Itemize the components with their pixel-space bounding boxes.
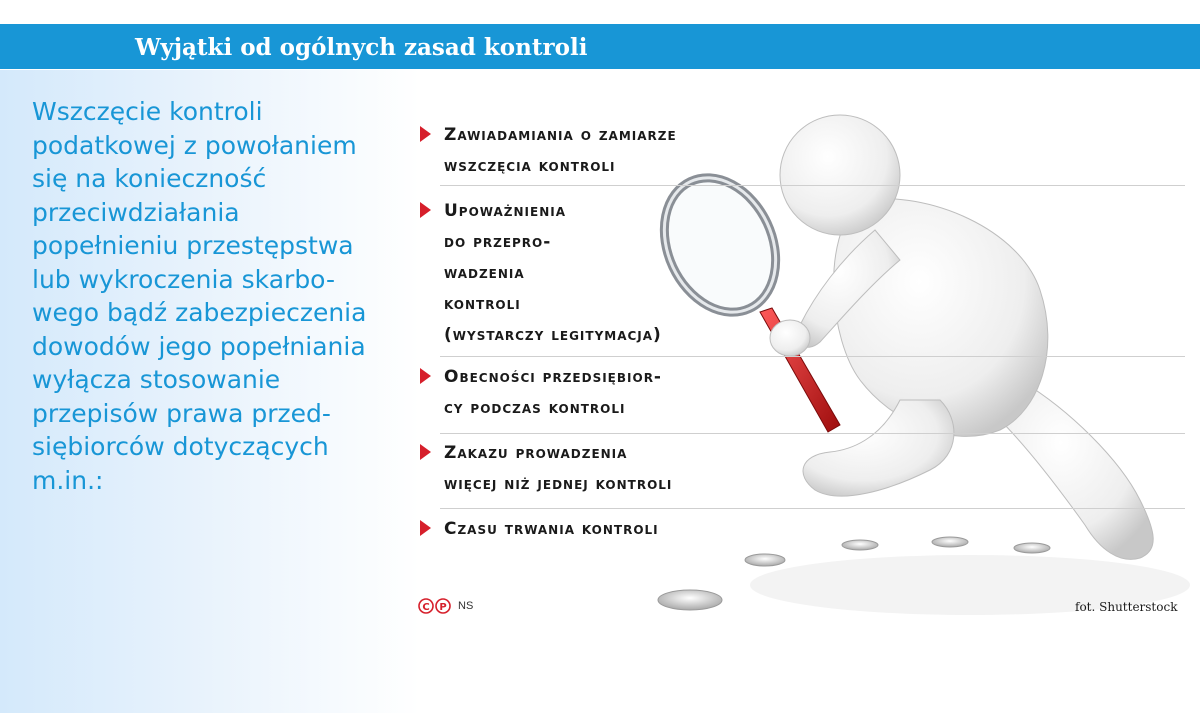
magnifier-figure-illustration <box>600 80 1200 640</box>
separator <box>440 508 1185 509</box>
cp-logo-icon <box>418 598 452 614</box>
intro-line: wyłącza stosowanie <box>32 365 281 394</box>
exception-line: Czasu trwania kontroli <box>444 519 659 539</box>
bullet-arrow-icon <box>418 518 434 538</box>
exception-line: Zawiadamiania o zamiarze <box>444 125 677 145</box>
bullet-arrow-icon <box>418 366 434 386</box>
photo-credit: fot. Shutterstock <box>1075 600 1178 614</box>
intro-line: popełnieniu przestępstwa <box>32 231 354 260</box>
separator <box>440 185 1185 186</box>
page-title: Wyjątki od ogólnych zasad kontroli <box>135 34 588 61</box>
separator <box>440 433 1185 434</box>
intro-line: lub wykroczenia skarbo- <box>32 264 335 294</box>
exception-line: Zakazu prowadzenia <box>444 443 628 463</box>
intro-line: przepisów prawa przed- <box>32 398 331 428</box>
bullet-arrow-icon <box>418 200 434 220</box>
bullet-arrow-icon <box>418 442 434 462</box>
exception-line: kontroli <box>444 294 521 314</box>
intro-line: siębiorców dotyczących <box>32 432 329 461</box>
exception-line: do przepro- <box>444 232 552 252</box>
intro-line: Wszczęcie kontroli <box>32 97 263 126</box>
author-initials: NS <box>458 600 474 612</box>
intro-line: się na konieczność <box>32 164 267 193</box>
intro-text <box>32 95 417 497</box>
intro-line: m.in.: <box>32 465 104 495</box>
exception-line: wszczęcia kontroli <box>444 156 616 176</box>
separator <box>440 356 1185 357</box>
bullet-arrow-icon <box>418 124 434 144</box>
svg-text:C: C <box>422 602 430 613</box>
svg-text:P: P <box>439 602 447 613</box>
exception-line: cy podczas kontroli <box>444 398 626 418</box>
intro-line: dowodów jego popełniania <box>32 331 366 361</box>
exception-line: Obecności przedsiębior- <box>444 367 662 387</box>
intro-line: podatkowej z powołaniem <box>32 130 357 160</box>
exception-line: (wystarczy legitymacja) <box>444 325 662 345</box>
exception-line: Upoważnienia <box>444 201 566 221</box>
exception-line: wadzenia <box>444 263 525 283</box>
exception-line: więcej niż jednej kontroli <box>444 474 673 494</box>
intro-line: wego bądź zabezpieczenia <box>32 298 367 327</box>
intro-line: przeciwdziałania <box>32 197 240 227</box>
